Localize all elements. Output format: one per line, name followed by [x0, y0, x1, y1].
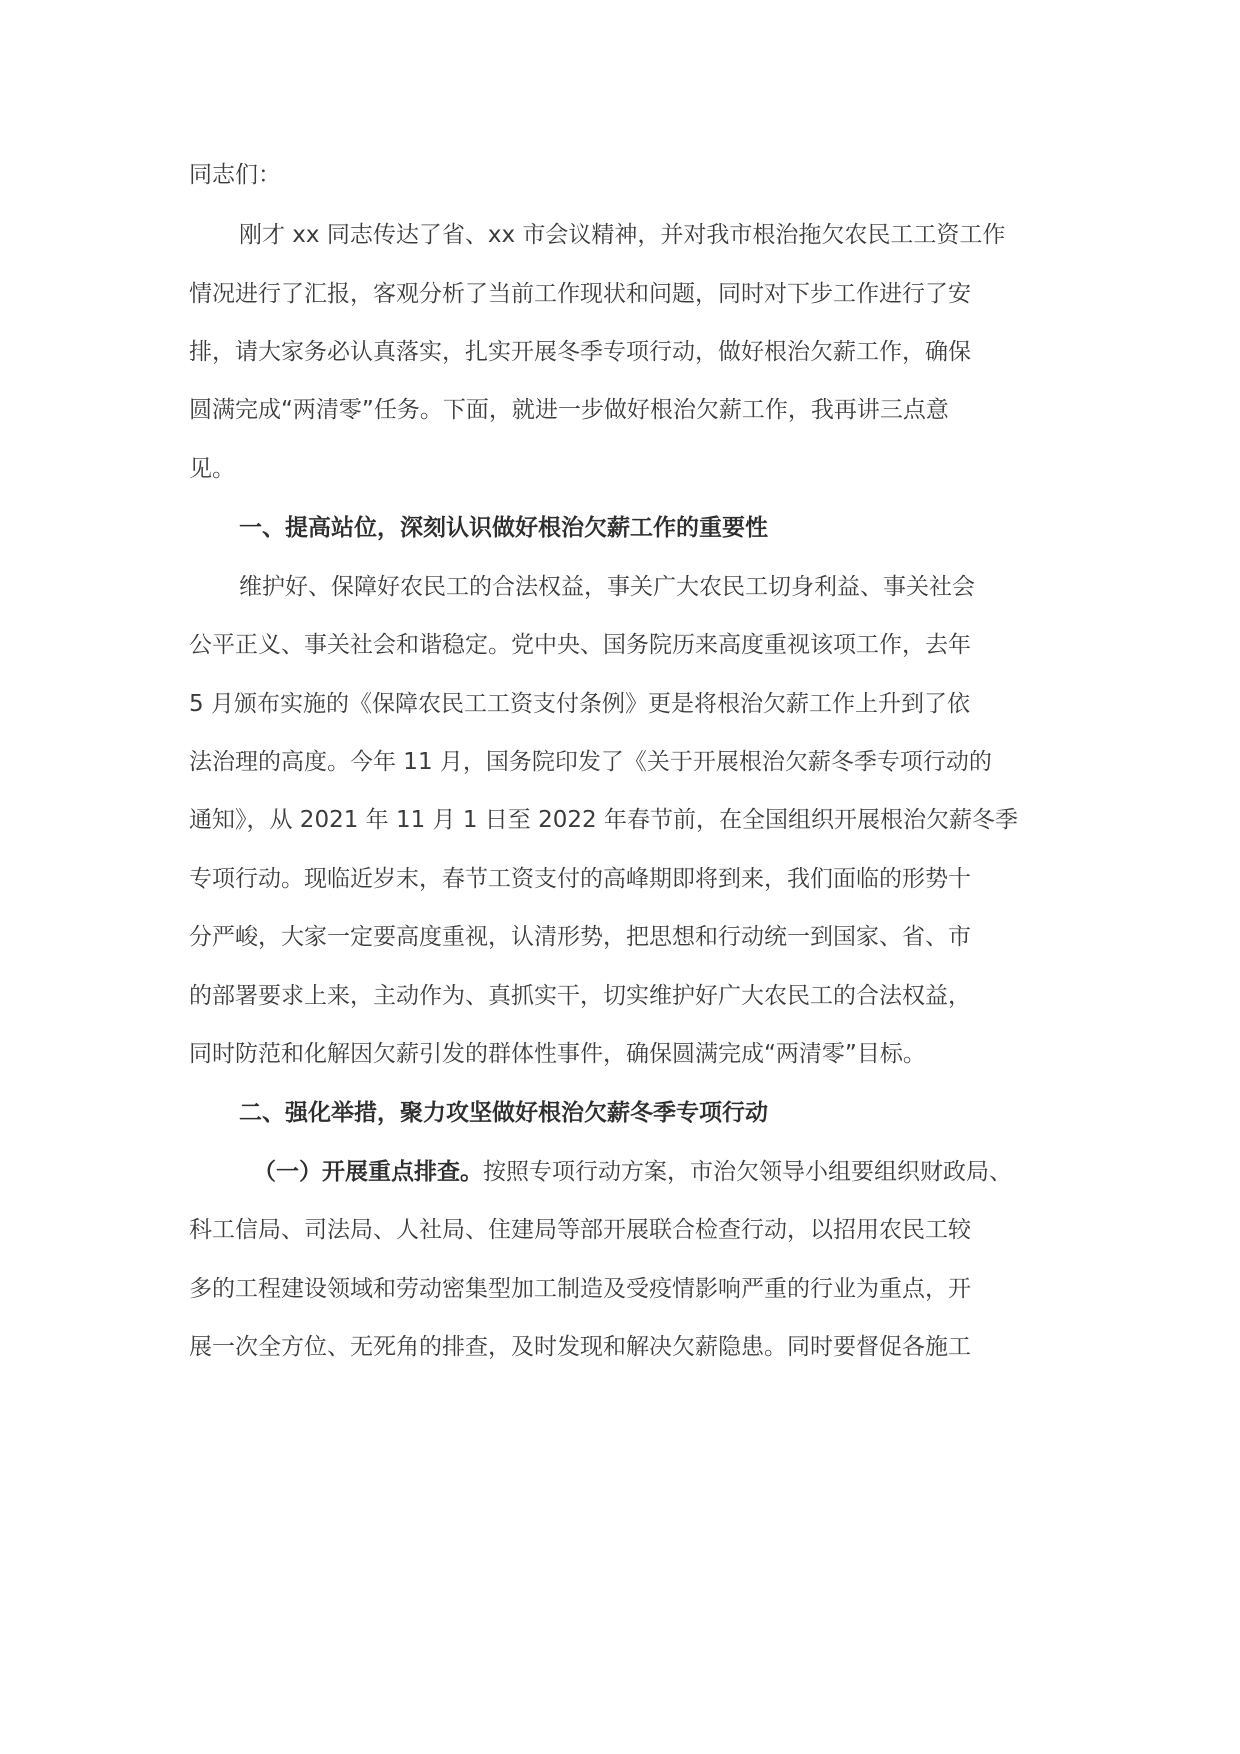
greeting: 同志们： [189, 162, 281, 188]
sub-heading-1: （一）开展重点排查。 [253, 1159, 483, 1185]
section-1-line-6: 专项行动。现临近岁末，春节工资支付的高峰期即将到来，我们面临的形势十 [189, 866, 971, 892]
sub-section-1-line-2: 科工信局、司法局、人社局、住建局等部开展联合检查行动，以招用农民工较 [189, 1217, 971, 1243]
section-1-line-2: 公平正义、事关社会和谐稳定。党中央、国务院历来高度重视该项工作，去年 [189, 632, 971, 658]
sub-section-1-first-line [253, 1157, 1012, 1187]
intro-line-3: 排，请大家务必认真落实，扎实开展冬季专项行动，做好根治欠薪工作，确保 [189, 339, 971, 365]
section-1-line-8: 的部署要求上来，主动作为、真抓实干，切实维护好广大农民工的合法权益， [189, 983, 971, 1009]
sub-section-1-first-text: 按照专项行动方案，市治欠领导小组要组织财政局、 [483, 1159, 1012, 1185]
section-1-line-1: 维护好、保障好农民工的合法权益，事关广大农民工切身利益、事关社会 [239, 574, 975, 600]
sub-section-1-line-4: 展一次全方位、无死角的排查，及时发现和解决欠薪隐患。同时要督促各施工 [189, 1334, 971, 1360]
sub-section-1-line-3: 多的工程建设领域和劳动密集型加工制造及受疫情影响严重的行业为重点，开 [189, 1276, 971, 1302]
section-1-line-7: 分严峻，大家一定要高度重视，认清形势，把思想和行动统一到国家、省、市 [189, 924, 971, 950]
section-heading-1: 一、提高站位，深刻认识做好根治欠薪工作的重要性 [239, 515, 768, 541]
intro-line-5: 见。 [189, 456, 235, 482]
section-heading-2: 二、强化举措，聚力攻坚做好根治欠薪冬季专项行动 [239, 1100, 768, 1126]
section-1-line-3: 5 月颁布实施的《保障农民工工资支付条例》更是将根治欠薪工作上升到了依 [189, 691, 970, 717]
section-1-line-4: 法治理的高度。今年 11 月，国务院印发了《关于开展根治欠薪冬季专项行动的 [189, 749, 992, 775]
section-1-line-5: 通知》，从 2021 年 11 月 1 日至 2022 年春节前，在全国组织开展根治欠薪冬季 [189, 807, 1018, 833]
intro-line-4: 圆满完成“两清零”任务。下面，就进一步做好根治欠薪工作，我再讲三点意 [189, 397, 949, 423]
intro-line-1: 刚才 xx 同志传达了省、xx 市会议精神，并对我市根治拖欠农民工工资工作 [239, 222, 1006, 248]
section-1-line-9: 同时防范和化解因欠薪引发的群体性事件，确保圆满完成“两清零”目标。 [189, 1041, 926, 1067]
intro-line-2: 情况进行了汇报，客观分析了当前工作现状和问题，同时对下步工作进行了安 [189, 281, 971, 307]
